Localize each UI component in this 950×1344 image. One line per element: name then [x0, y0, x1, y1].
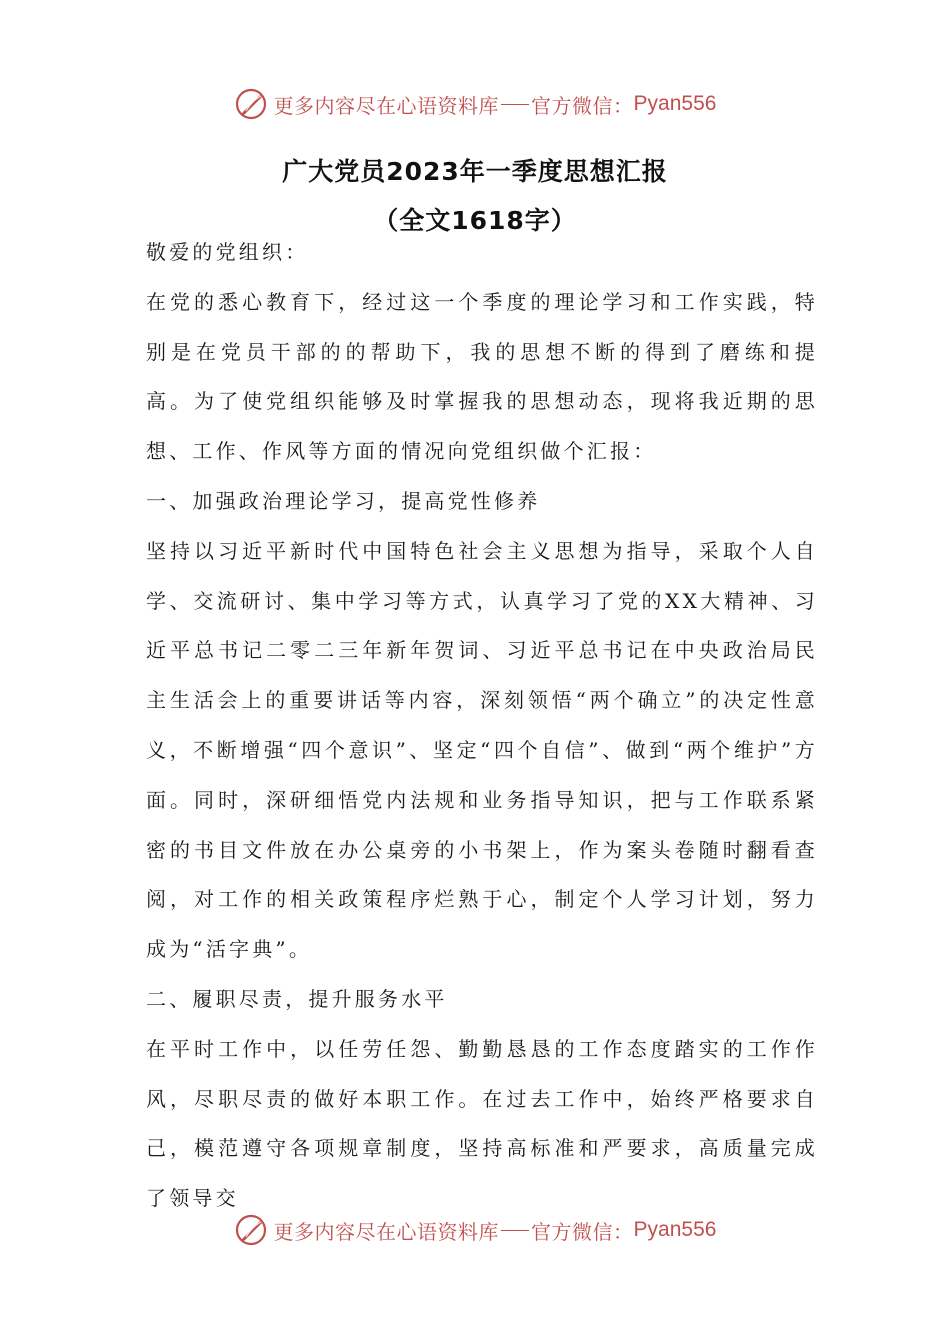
footer-watermark: [0, 1208, 950, 1252]
paragraph-duty: 在平时工作中，以任劳任怨、勤勤恳恳的工作态度踏实的工作作风，尽职尽责的做好本职工作。在过去工作中，始终严格要求自己，模范遵守各项规章制度，坚持高标准和严要求，高质量完成了领导交: [146, 1036, 818, 1211]
watermark-dash: [501, 104, 529, 105]
watermark-wechat-id: Pyan556: [633, 1218, 717, 1241]
section-heading-2: 二、履职尽责，提升服务水平: [146, 986, 448, 1011]
watermark-dash: [501, 1230, 529, 1231]
header-watermark: [0, 82, 950, 126]
watermark-label: 官方微信：: [531, 93, 634, 118]
salutation: 敬爱的党组织：: [146, 240, 309, 264]
watermark-text: 更多内容尽在心语资料库: [273, 93, 500, 118]
quill-logo-icon: [234, 87, 268, 121]
document-title: 广大党员2023年一季度思想汇报: [282, 157, 668, 186]
paragraph-study: 坚持以习近平新时代中国特色社会主义思想为指导，采取个人自学、交流研讨、集中学习等方式，认真学习了党的XX大精神、习近平总书记二零二三年新年贺词、习近平总书记在中央政治局民主生活会上的重要讲话等内容，深刻领悟“两个确立”的决定性意义，不断增强“四个意识”、坚定“四个自信”、做到“两个维护”方面。同时，深研细悟党内法规和业务指导知识，把与工作联系紧密的书目文件放在办公桌旁的小书架上，作为案头卷随时翻看查阅，对工作的相关政策程序烂熟于心，制定个人学习计划，努力成为“活字典”。: [146, 538, 818, 962]
quill-logo-icon: [234, 1213, 268, 1247]
watermark-label: 官方微信：: [531, 1219, 634, 1244]
section-heading-1: 一、加强政治理论学习，提高党性修养: [146, 488, 541, 513]
document-subtitle: （全文1618字）: [373, 206, 577, 235]
watermark-wechat-id: Pyan556: [633, 92, 717, 115]
watermark-text: 更多内容尽在心语资料库: [273, 1219, 500, 1244]
document-body: [146, 228, 818, 1224]
paragraph-intro: 在党的悉心教育下，经过这一个季度的理论学习和工作实践，特别是在党员干部的的帮助下，我的思想不断的得到了磨练和提高。为了使党组织能够及时掌握我的思想动态，现将我近期的思想、工作、作风等方面的情况向党组织做个汇报：: [146, 289, 818, 464]
